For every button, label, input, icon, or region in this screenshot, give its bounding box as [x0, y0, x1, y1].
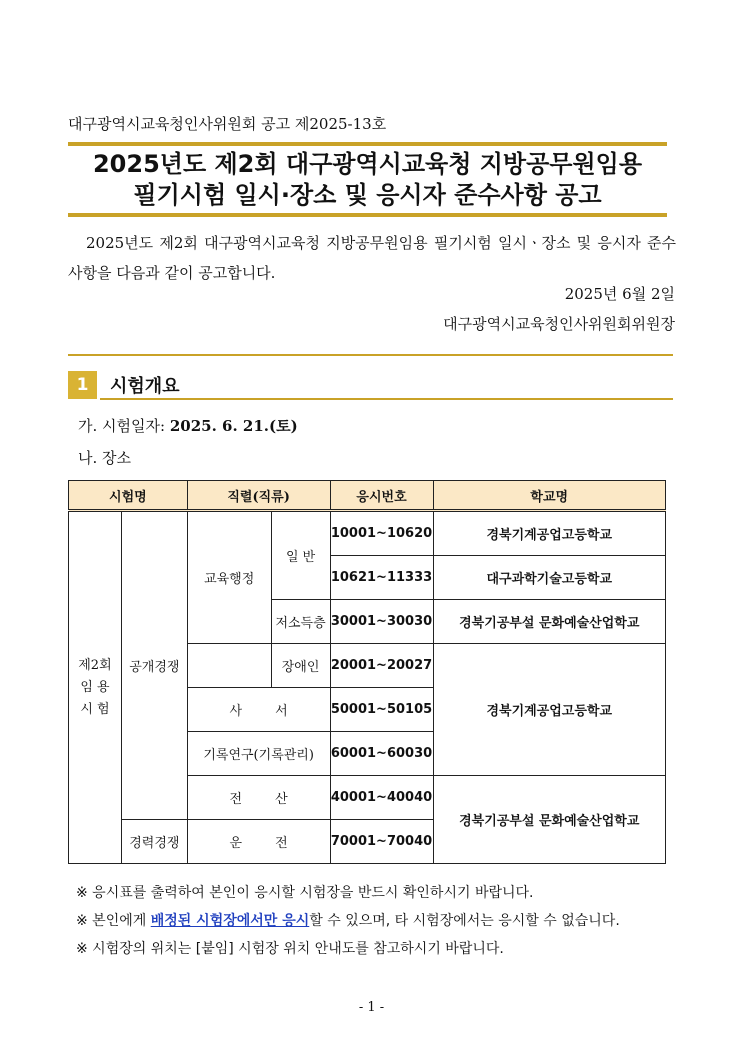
table-row — [69, 511, 666, 556]
edu-admin-cell: 교육행정 — [187, 511, 271, 644]
open-competition-cell: 공개경쟁 — [121, 511, 187, 820]
blank-cell — [187, 644, 271, 688]
header-exam-name: 시험명 — [69, 481, 188, 511]
page-number: - 1 - — [358, 1000, 385, 1015]
range-cell: 60001~60030 — [330, 732, 433, 776]
low-income-cell: 저소득층 — [271, 600, 330, 644]
exam-date-value: 2025. 6. 21.(토) — [169, 417, 298, 435]
series-cell: 기록연구(기록관리) — [187, 732, 330, 776]
range-cell: 20001~20027 — [330, 644, 433, 688]
header-series: 직렬(직류) — [187, 481, 330, 511]
exam-name-cell: 제2회 임 용 시 험 — [69, 511, 122, 864]
header-school: 학교명 — [433, 481, 666, 511]
range-cell: 40001~40040 — [330, 776, 433, 820]
title-bottom-rule — [68, 213, 667, 217]
career-competition-cell: 경력경쟁 — [121, 820, 187, 864]
title-line-1: 2025년도 제2회 대구광역시교육청 지방공무원임용 — [92, 150, 643, 178]
section-divider — [68, 354, 673, 356]
location-item: 나. 장소 — [78, 449, 132, 467]
school-cell: 경북기공부설 문화예술산업학교 — [433, 776, 666, 864]
notice-date: 2025년 6월 2일 — [564, 285, 675, 303]
section-title: 시험개요 — [110, 376, 180, 397]
school-cell: 경북기계공업고등학교 — [433, 511, 666, 556]
note-3: ※ 시험장의 위치는 [붙임] 시험장 위치 안내도를 참고하시기 바랍니다. — [76, 941, 504, 957]
exam-schedule-table — [68, 480, 666, 864]
header-exam-number: 응시번호 — [330, 481, 433, 511]
series-cell: 사 서 — [187, 688, 330, 732]
note-2-suffix: 할 수 있으며, 타 시험장에서는 응시할 수 없습니다. — [309, 913, 620, 929]
range-cell: 10001~10620 — [330, 511, 433, 556]
range-cell: 30001~30030 — [330, 600, 433, 644]
series-cell: 운 전 — [187, 820, 330, 864]
range-cell: 70001~70040 — [330, 820, 433, 864]
note-2-prefix: ※ 본인에게 — [76, 913, 151, 929]
exam-date-label: 가. 시험일자: — [78, 417, 166, 435]
page-title — [68, 149, 667, 211]
notice-number: 대구광역시교육청인사위원회 공고 제2025-13호 — [68, 115, 387, 133]
note-1: ※ 응시표를 출력하여 본인이 응시할 시험장을 반드시 확인하시기 바랍니다. — [76, 885, 534, 901]
intro-text: 2025년도 제2회 대구광역시교육청 지방공무원임용 필기시험 일시ㆍ장소 및 응시자 준수사항을 다음과 같이 공고합니다. — [68, 234, 676, 282]
title-line-2: 필기시험 일시·장소 및 응시자 준수사항 공고 — [133, 181, 602, 209]
school-cell: 경북기공부설 문화예술산업학교 — [433, 600, 666, 644]
exam-date-item — [78, 415, 298, 436]
school-cell: 대구과학기술고등학교 — [433, 556, 666, 600]
range-cell: 50001~50105 — [330, 688, 433, 732]
series-cell: 전 산 — [187, 776, 330, 820]
section-underline — [100, 398, 673, 400]
general-cell: 일 반 — [271, 511, 330, 600]
section-number-badge: 1 — [68, 371, 97, 399]
notice-signer: 대구광역시교육청인사위원회위원장 — [443, 315, 675, 333]
note-2 — [76, 910, 620, 930]
title-top-rule — [68, 142, 667, 146]
table-header-row — [69, 481, 666, 511]
note-2-highlight: 배정된 시험장에서만 응시 — [150, 913, 310, 929]
intro-paragraph — [68, 228, 676, 288]
school-cell: 경북기계공업고등학교 — [433, 644, 666, 776]
range-cell: 10621~11333 — [330, 556, 433, 600]
disabled-cell: 장애인 — [271, 644, 330, 688]
